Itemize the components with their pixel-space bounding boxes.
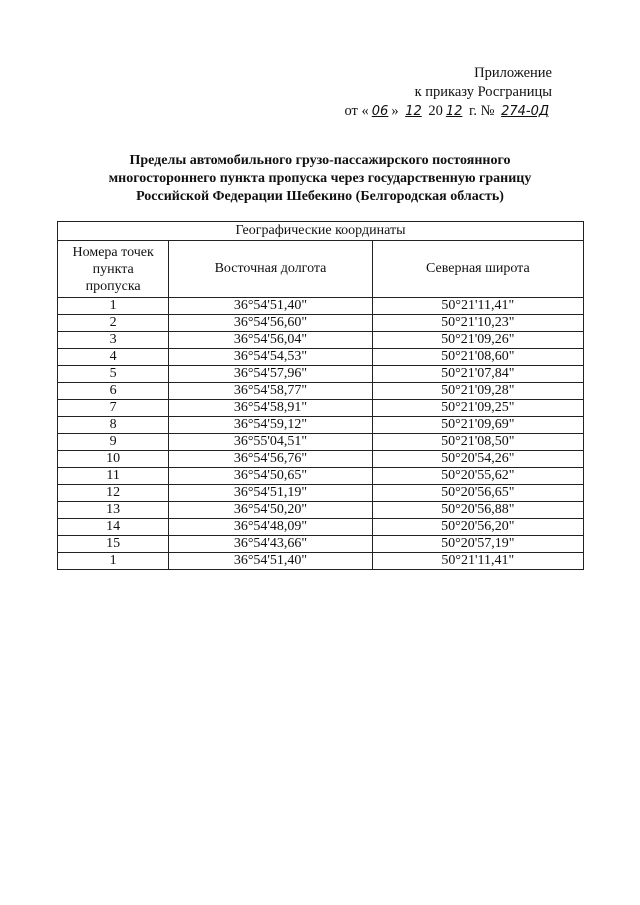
point-number: 9 xyxy=(58,434,169,451)
latitude-value: 50°20'56,20" xyxy=(372,519,583,536)
point-number: 5 xyxy=(58,366,169,383)
point-number: 13 xyxy=(58,502,169,519)
latitude-value: 50°20'55,62" xyxy=(372,468,583,485)
longitude-value: 36°54'51,40" xyxy=(169,553,372,570)
longitude-value: 36°54'58,91" xyxy=(169,400,372,417)
point-number: 1 xyxy=(58,298,169,315)
title-line-1: Пределы автомобильного грузо-пассажирского постоянного xyxy=(129,153,511,168)
longitude-value: 36°54'57,96" xyxy=(169,366,372,383)
date-day: 06 xyxy=(371,104,389,119)
point-number: 3 xyxy=(58,332,169,349)
point-number: 11 xyxy=(58,468,169,485)
latitude-value: 50°21'09,25" xyxy=(372,400,583,417)
longitude-value: 36°54'51,40" xyxy=(169,298,372,315)
appendix-title: Приложение xyxy=(474,65,552,81)
latitude-value: 50°21'09,28" xyxy=(372,383,583,400)
longitude-value: 36°54'56,04" xyxy=(169,332,372,349)
date-mid: » xyxy=(391,103,399,119)
longitude-value: 36°54'51,19" xyxy=(169,485,372,502)
column-header-longitude: Восточная долгота xyxy=(169,241,372,298)
table-row xyxy=(58,468,584,485)
title-line-2: многостороннего пункта пропуска через государственную границу xyxy=(108,171,532,186)
table-group-header: Географические координаты xyxy=(58,222,584,241)
coordinates-table xyxy=(57,221,584,570)
column-header-latitude: Северная широта xyxy=(372,241,583,298)
longitude-value: 36°54'50,20" xyxy=(169,502,372,519)
table-row xyxy=(58,502,584,519)
latitude-value: 50°20'56,65" xyxy=(372,485,583,502)
point-number: 7 xyxy=(58,400,169,417)
table-row xyxy=(58,553,584,570)
longitude-value: 36°54'56,76" xyxy=(169,451,372,468)
year-tail: г. № xyxy=(469,103,495,119)
document-title xyxy=(60,152,580,206)
latitude-value: 50°21'08,60" xyxy=(372,349,583,366)
latitude-value: 50°21'11,41" xyxy=(372,553,583,570)
longitude-value: 36°54'56,60" xyxy=(169,315,372,332)
order-number: 274-0Д xyxy=(501,104,549,119)
year-suffix: 12 xyxy=(445,104,463,119)
column-header-points xyxy=(58,241,169,298)
latitude-value: 50°21'08,50" xyxy=(372,434,583,451)
appendix-block xyxy=(344,64,552,121)
latitude-value: 50°21'09,26" xyxy=(372,332,583,349)
column-header-points-line: пункта xyxy=(92,261,134,277)
longitude-value: 36°54'50,65" xyxy=(169,468,372,485)
point-number: 12 xyxy=(58,485,169,502)
date-prefix: от « xyxy=(344,103,369,119)
table-row xyxy=(58,400,584,417)
appendix-order-ref: к приказу Росграницы xyxy=(414,84,552,100)
longitude-value: 36°54'59,12" xyxy=(169,417,372,434)
longitude-value: 36°54'43,66" xyxy=(169,536,372,553)
appendix-date-line xyxy=(344,102,552,121)
table-row xyxy=(58,434,584,451)
table-row xyxy=(58,485,584,502)
point-number: 1 xyxy=(58,553,169,570)
table-row xyxy=(58,315,584,332)
table-row xyxy=(58,417,584,434)
longitude-value: 36°54'54,53" xyxy=(169,349,372,366)
table-row xyxy=(58,383,584,400)
table-row xyxy=(58,536,584,553)
latitude-value: 50°20'56,88" xyxy=(372,502,583,519)
table-row xyxy=(58,298,584,315)
latitude-value: 50°21'11,41" xyxy=(372,298,583,315)
longitude-value: 36°54'48,09" xyxy=(169,519,372,536)
date-month: 12 xyxy=(405,104,422,119)
table-row xyxy=(58,349,584,366)
longitude-value: 36°54'58,77" xyxy=(169,383,372,400)
point-number: 8 xyxy=(58,417,169,434)
column-header-points-line: Номера точек xyxy=(72,244,154,260)
point-number: 15 xyxy=(58,536,169,553)
title-line-3: Российской Федерации Шебекино (Белгородская область) xyxy=(136,189,504,204)
point-number: 14 xyxy=(58,519,169,536)
table-row xyxy=(58,332,584,349)
point-number: 10 xyxy=(58,451,169,468)
point-number: 6 xyxy=(58,383,169,400)
longitude-value: 36°55'04,51" xyxy=(169,434,372,451)
table-row xyxy=(58,519,584,536)
column-header-points-line: пропуска xyxy=(85,278,141,294)
latitude-value: 50°21'10,23" xyxy=(372,315,583,332)
point-number: 4 xyxy=(58,349,169,366)
point-number: 2 xyxy=(58,315,169,332)
latitude-value: 50°21'09,69" xyxy=(372,417,583,434)
table-row xyxy=(58,451,584,468)
year-prefix: 20 xyxy=(428,103,443,119)
latitude-value: 50°20'54,26" xyxy=(372,451,583,468)
latitude-value: 50°20'57,19" xyxy=(372,536,583,553)
table-row xyxy=(58,366,584,383)
latitude-value: 50°21'07,84" xyxy=(372,366,583,383)
